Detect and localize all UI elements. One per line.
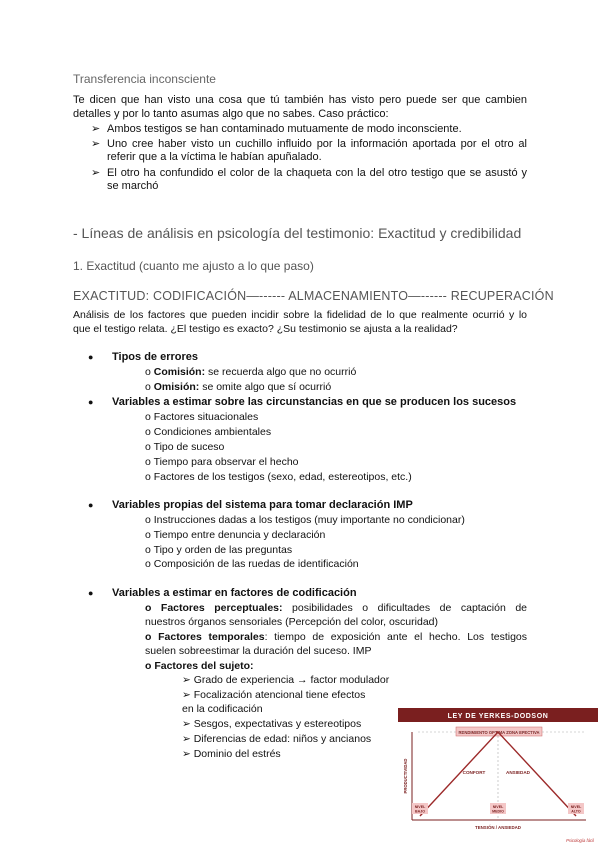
bullet-icon: ●	[88, 588, 94, 598]
category-label: NIVEL	[414, 805, 426, 809]
list-item: o Tiempo para observar el hecho	[145, 456, 299, 468]
list-item: o Omisión: se omite algo que sí ocurrió	[145, 381, 332, 393]
factor-sujeto: o Factores del sujeto:	[145, 660, 254, 672]
ansiedad-label: ANSIEDAD	[506, 770, 530, 775]
bullet-continuation: se marchó	[107, 180, 159, 192]
arrow-icon: ➢	[91, 167, 101, 179]
sujeto-item: ➢ Dominio del estrés	[182, 748, 281, 760]
yerkes-dodson-chart	[398, 708, 598, 846]
category-label: NIVEL	[492, 805, 504, 809]
category-label: NIVEL	[570, 805, 582, 809]
list-item: o Condiciones ambientales	[145, 426, 272, 438]
bullet-heading: ● Variables a estimar sobre las circunstancias en que se producen los sucesos	[88, 396, 517, 408]
paragraph-line: Te dicen que han visto una cosa que tú también has visto pero puede ser que cambien	[73, 94, 527, 106]
paragraph-line: detalles y por lo tanto asumas algo que no sabes. Caso práctico:	[73, 108, 389, 120]
sujeto-item: ➢ Sesgos, expectativas y estereotipos	[182, 718, 362, 730]
paragraph-line: que el testigo relata. ¿El testigo es exacto? ¿Su testimonio se ajusta a la realidad?	[73, 323, 458, 335]
factor-perceptuales: o Factores perceptuales: posibilidades o dificultades de captación de	[145, 602, 527, 614]
list-item: o Comisión: se recuerda algo que no ocurrió	[145, 366, 357, 378]
section-title-lineas: - Líneas de análisis en psicología del testimonio: Exactitud y credibilidad	[73, 225, 522, 241]
sujeto-item: ➢ Diferencias de edad: niños y ancianos	[182, 733, 372, 745]
category-label: MEDIO	[492, 809, 504, 814]
list-item: o Instrucciones dadas a los testigos (muy importante no condicionar)	[145, 514, 465, 526]
list-item: o Composición de las ruedas de identificación	[145, 558, 359, 570]
peak-label: RENDIMIENTO OPTIMA ZONA EFECTIVA	[458, 730, 540, 735]
watermark: Psicología fácil	[566, 838, 594, 843]
yerkes-dodson-svg	[398, 708, 598, 846]
list-item: o Factores de los testigos (sexo, edad, estereotipos, etc.)	[145, 471, 412, 483]
sujeto-item: ➢ Focalización atencional tiene efectos	[182, 689, 366, 701]
arrow-icon: ➢	[91, 123, 101, 135]
category-labels	[412, 803, 584, 814]
exactitud-chain: EXACTITUD: CODIFICACIÓN—------ ALMACENAMIENTO—------ RECUPERACIÓN	[73, 289, 554, 303]
section-title-transferencia: Transferencia inconsciente	[73, 72, 216, 86]
bullet-icon: ●	[88, 397, 94, 407]
factor-continuation: nuestros órganos sensoriales (Percepción del color, oscuridad)	[145, 616, 438, 628]
confort-label: CONFORT	[462, 770, 486, 775]
arrow-icon: ➢	[91, 138, 101, 150]
arrow-bullet-item: ➢ Ambos testigos se han contaminado mutuamente de modo inconsciente.	[91, 123, 462, 135]
arrow-bullet-item: ➢ El otro ha confundido el color de la chaqueta con la del otro testigo que se asustó y	[91, 167, 527, 179]
list-item: o Tipo y orden de las preguntas	[145, 544, 293, 556]
y-axis-label: PRODUCTIVIDAD	[403, 758, 408, 794]
chart-title: LEY DE YERKES-DODSON	[447, 713, 549, 720]
subtitle-exactitud: 1. Exactitud (cuanto me ajusto a lo que paso)	[73, 259, 314, 273]
list-item: o Tipo de suceso	[145, 441, 225, 453]
bullet-icon: ●	[88, 352, 94, 362]
list-item: o Factores situacionales	[145, 411, 259, 423]
sujeto-item: en la codificación	[182, 703, 263, 715]
bullet-heading: ● Variables a estimar en factores de codificación	[88, 587, 357, 599]
bullet-icon: ●	[88, 500, 94, 510]
paragraph-line: Análisis de los factores que pueden incidir sobre la fidelidad de lo que realmente ocurrió y lo	[73, 309, 527, 321]
list-item: o Tiempo entre denuncia y declaración	[145, 529, 326, 541]
bullet-continuation: referir que a la víctima le habían apuñalado.	[107, 151, 322, 163]
category-label: BAJO	[415, 809, 425, 814]
factor-temporales: o Factores temporales: tiempo de exposición ante el hecho. Los testigos	[145, 631, 528, 643]
bullet-heading: ● Variables propias del sistema para tomar declaración IMP	[88, 499, 413, 511]
bullet-heading: ● Tipos de errores	[88, 351, 198, 363]
sujeto-item: ➢ Grado de experiencia → factor modulador	[182, 674, 390, 686]
x-axis-label: TENSIÓN / ANSIEDAD	[475, 825, 521, 830]
arrow-bullet-item: ➢ Uno cree haber visto un cuchillo influido por la información aportada por el otro al	[91, 138, 527, 150]
factor-continuation: suelen sobreestimar la duración del suceso. IMP	[145, 645, 372, 657]
category-label: ALTO	[571, 809, 581, 814]
